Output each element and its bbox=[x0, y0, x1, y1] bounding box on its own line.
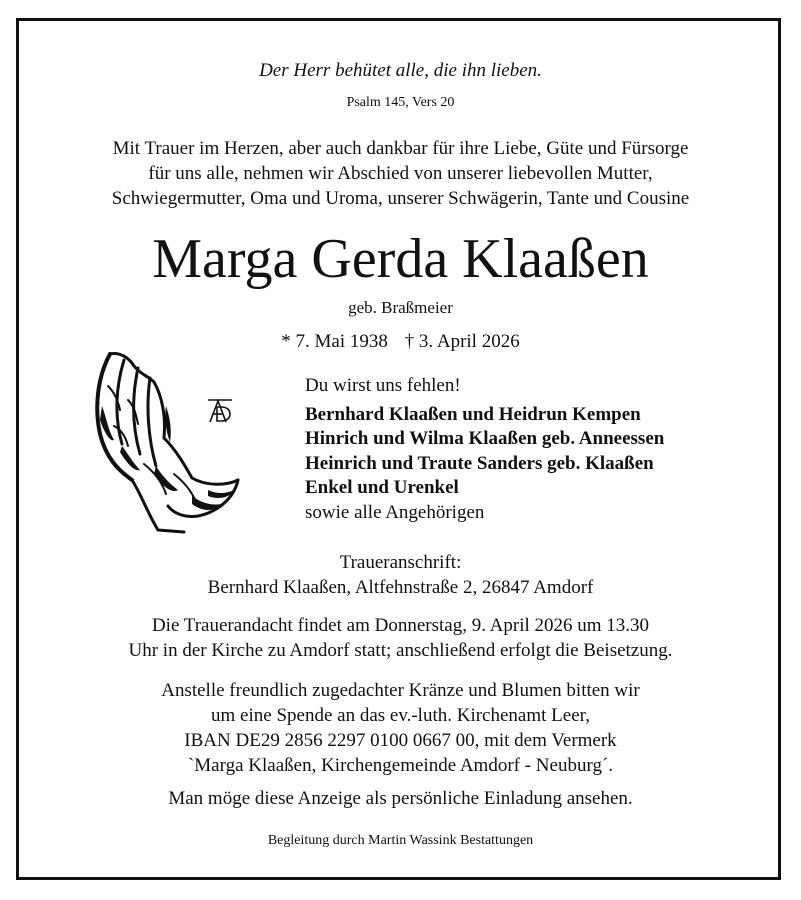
donation-line: Anstelle freundlich zugedachter Kränze und Blumen bitten wir bbox=[161, 680, 640, 701]
intro-line: Mit Trauer im Herzen, aber auch dankbar für ihre Liebe, Güte und Fürsorge bbox=[112, 138, 689, 159]
donation-line: IBAN DE29 2856 2297 0100 0667 00, mit dem Vermerk bbox=[184, 730, 617, 751]
intro-line: für uns alle, nehmen wir Abschied von unserer liebevollen Mutter, bbox=[148, 163, 653, 184]
family-member: Bernhard Klaaßen und Heidrun Kempen bbox=[305, 403, 641, 425]
address-line: Bernhard Klaaßen, Altfehnstraße 2, 26847 Amdorf bbox=[207, 577, 594, 598]
motto: Der Herr behütet alle, die ihn lieben. bbox=[259, 60, 542, 81]
donation-info bbox=[0, 678, 801, 778]
service-line: Die Trauerandacht findet am Donnerstag, 9. April 2026 um 13.30 bbox=[151, 615, 650, 636]
family-closing: sowie alle Angehörigen bbox=[305, 501, 485, 523]
intro-text bbox=[0, 136, 801, 211]
family-member: Heinrich und Traute Sanders geb. Klaaßen bbox=[305, 452, 654, 474]
death-date: † 3. April 2026 bbox=[404, 331, 520, 352]
birth-date: * 7. Mai 1938 bbox=[281, 331, 388, 352]
funeral-home-credit: Begleitung durch Martin Wassink Bestattungen bbox=[267, 833, 534, 848]
donation-line: um eine Spende an das ev.-luth. Kirchenamt Leer, bbox=[211, 705, 590, 726]
service-info bbox=[0, 613, 801, 663]
family-member: Hinrich und Wilma Klaaßen geb. Anneessen bbox=[305, 428, 665, 449]
praying-hands-illustration bbox=[88, 346, 248, 536]
invitation-note: Man möge diese Anzeige als persönliche Einladung ansehen. bbox=[168, 788, 633, 809]
mourning-address bbox=[0, 550, 801, 600]
family-member: Enkel und Urenkel bbox=[305, 477, 459, 498]
duerer-monogram bbox=[206, 398, 234, 424]
farewell-line: Du wirst uns fehlen! bbox=[305, 375, 461, 396]
donation-line: `Marga Klaaßen, Kirchengemeinde Amdorf - Neuburg´. bbox=[187, 755, 614, 776]
address-label: Traueranschrift: bbox=[339, 552, 462, 573]
deceased-name: Marga Gerda Klaaßen bbox=[152, 228, 649, 290]
family-signatures bbox=[305, 374, 664, 525]
intro-line: Schwiegermutter, Oma und Uroma, unserer Schwägerin, Tante und Cousine bbox=[111, 188, 690, 209]
birth-name: geb. Braßmeier bbox=[348, 298, 453, 317]
service-line: Uhr in der Kirche zu Amdorf statt; anschließend erfolgt die Beisetzung. bbox=[128, 640, 673, 661]
motto-reference: Psalm 145, Vers 20 bbox=[346, 95, 455, 110]
